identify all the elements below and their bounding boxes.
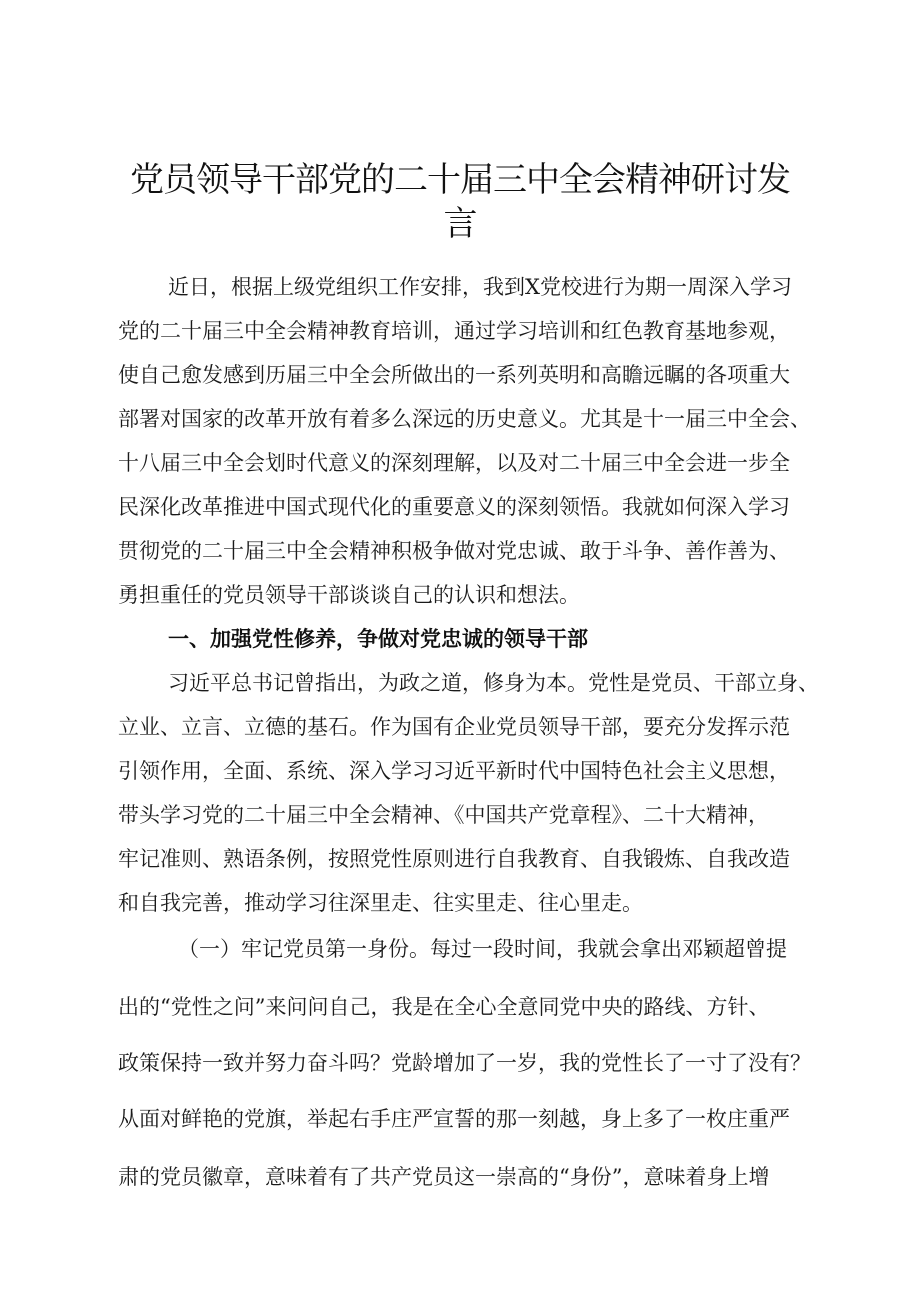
paragraph-1-line-5: 十八届三中全会划时代意义的深刻理解，以及对二十届三中全会进一步全	[118, 451, 790, 475]
paragraph-3-line-5: 肃的党员徽章，意味着有了共产党员这一崇高的“身份”，意味着身上增	[118, 1165, 770, 1189]
paragraph-1-line-3: 使自己愈发感到历届三中全会所做出的一系列英明和高瞻远瞩的各项重大	[118, 363, 790, 387]
paragraph-2-line-5: 牢记准则、熟语条例，按照党性原则进行自我教育、自我锻炼、自我改造	[118, 847, 790, 871]
section-heading-1: 一、加强党性修养，争做对党忠诚的领导干部	[168, 627, 588, 651]
paragraph-1-line-4: 部署对国家的改革开放有着多么深远的历史意义。尤其是十一届三中全会、	[118, 407, 811, 431]
paragraph-1-line-2: 党的二十届三中全会精神教育培训，通过学习培训和红色教育基地参观，	[118, 319, 790, 343]
paragraph-2-line-4: 带头学习党的二十届三中全会精神、《中国共产党章程》、二十大精神，	[118, 803, 769, 827]
paragraph-1-line-6: 民深化改革推进中国式现代化的重要意义的深刻领悟。我就如何深入学习	[118, 495, 790, 519]
paragraph-2-line-1: 习近平总书记曾指出，为政之道，修身为本。党性是党员、干部立身、	[168, 671, 819, 695]
paragraph-3-line-1: （一）牢记党员第一身份。每过一段时间，我就会拿出邓颖超曾提	[178, 937, 787, 961]
paragraph-3-line-4: 从面对鲜艳的党旗，举起右手庄严宣誓的那一刻越，身上多了一枚庄重严	[118, 1107, 790, 1131]
document-title: 党员领导干部党的二十届三中全会精神研讨发言	[130, 160, 790, 244]
paragraph-3-line-3: 政策保持一致并努力奋斗吗？党龄增加了一岁，我的党性长了一寸了没有？	[118, 1051, 811, 1075]
paragraph-2-line-6: 和自我完善，推动学习往深里走、往实里走、往心里走。	[118, 891, 643, 915]
paragraph-1-line-1: 近日，根据上级党组织工作安排，我到X党校进行为期一周深入学习	[168, 275, 792, 299]
paragraph-2-line-2: 立业、立言、立德的基石。作为国有企业党员领导干部，要充分发挥示范	[118, 715, 790, 739]
paragraph-1-line-8: 勇担重任的党员领导干部谈谈自己的认识和想法。	[118, 583, 580, 607]
paragraph-1-line-7: 贯彻党的二十届三中全会精神积极争做对党忠诚、敢于斗争、善作善为、	[118, 539, 790, 563]
paragraph-2-line-3: 引领作用，全面、系统、深入学习习近平新时代中国特色社会主义思想，	[118, 759, 790, 783]
paragraph-3-line-2: 出的“党性之问”来问问自己，我是在全心全意同党中央的路线、方针、	[118, 995, 770, 1019]
